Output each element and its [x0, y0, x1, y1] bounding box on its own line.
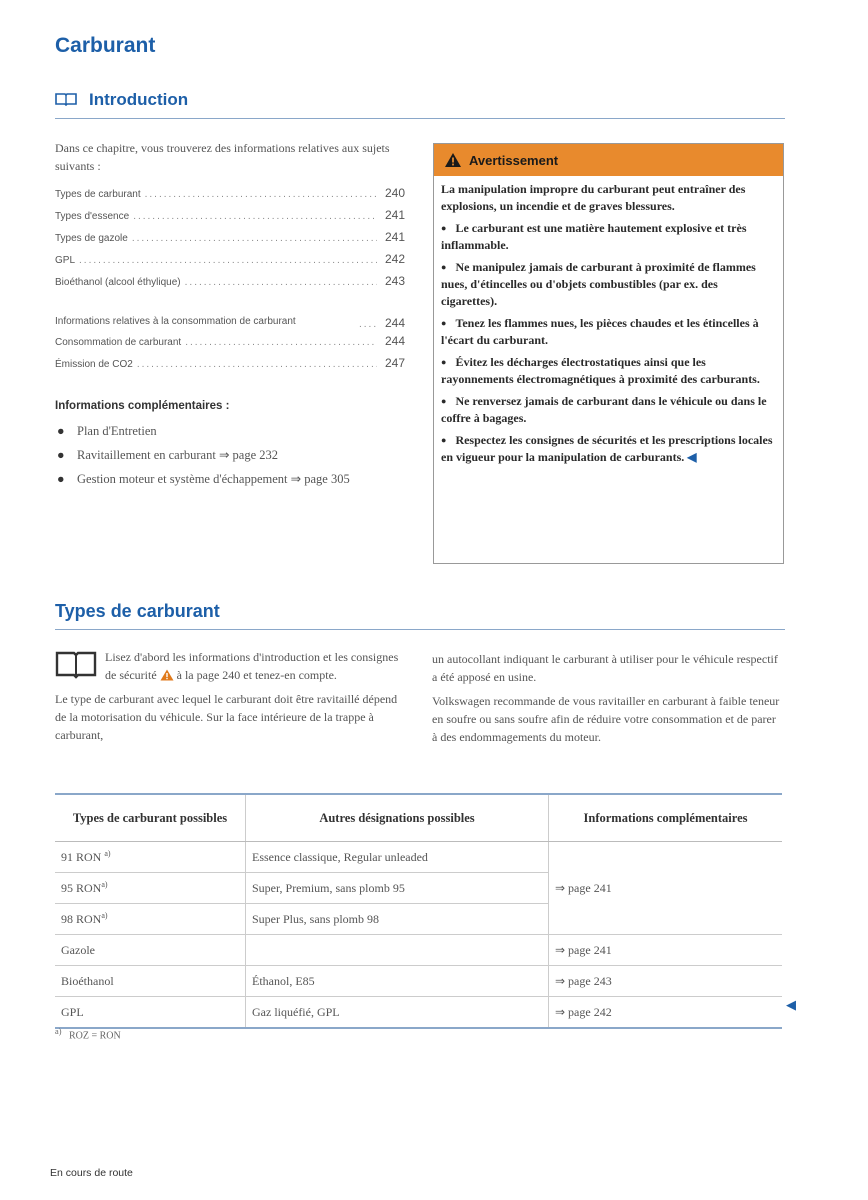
intro-reference-part: à la page 240 et tenez-en compte.: [176, 668, 337, 682]
bullet-icon: ●: [57, 424, 65, 438]
toc-entry[interactable]: [55, 230, 405, 252]
toc-entry[interactable]: [55, 252, 405, 274]
list-item-text: Ravitaillement en carburant ⇒ page 232: [77, 448, 279, 462]
table-row: [55, 966, 782, 997]
table-row: [55, 997, 782, 1029]
warning-header: [434, 144, 783, 176]
toc-page: 244: [384, 334, 405, 348]
footnote-text: ROZ = RON: [68, 1030, 121, 1042]
types-right-column: [432, 650, 784, 752]
table-cell[interactable]: ⇒ page 242: [549, 997, 783, 1029]
end-marker-icon: ◀: [786, 997, 796, 1012]
table-cell: [246, 935, 549, 966]
book-icon: [55, 92, 77, 106]
warning-title: Avertissement: [469, 152, 559, 168]
warning-item: ● Ne manipulez jamais de carburant à proximité de flammes nues, d'étincelles ou d'objets combustibles (par ex. des cigarettes).: [441, 259, 775, 310]
warning-box: [433, 143, 784, 564]
toc-entry[interactable]: [55, 334, 405, 356]
paragraph: Volkswagen recommande de vous ravitailler en carburant à faible teneur en soufre ou sans soufre afin de réduire votre consommation et de parer à des endommagements du moteur.: [432, 694, 780, 744]
complementary-info-list: [55, 422, 395, 494]
intro-reference-part: Lisez d'abord les informations d'introduction et les consignes de sécurité: [105, 650, 399, 682]
warning-item: ● Le carburant est une matière hautement explosive et très inflammable.: [441, 220, 775, 254]
paragraph: Le type de carburant avec lequel le carburant doit être ravitaillé dépend de la motorisation du véhicule. Sur la face intérieure de la trappe à carburant,: [55, 692, 398, 742]
toc-entry[interactable]: [55, 356, 405, 378]
column-header: Informations complémentaires: [549, 794, 783, 842]
table-cell[interactable]: ⇒ page 241: [549, 935, 783, 966]
fuel-type: 95 RON: [61, 881, 102, 895]
table-cell: [55, 842, 246, 873]
warning-lead: La manipulation impropre du carburant peut entraîner des explosions, un incendie et de graves blessures.: [441, 182, 746, 213]
table-cell: Super, Premium, sans plomb 95: [246, 873, 549, 904]
table-cell[interactable]: ⇒ page 243: [549, 966, 783, 997]
page-footer: En cours de route: [50, 1167, 133, 1179]
toc-entry[interactable]: [55, 186, 405, 208]
column-header: Autres désignations possibles: [246, 794, 549, 842]
section-heading-introduction: [55, 90, 785, 119]
warning-item: [441, 432, 775, 466]
toc-label: GPL: [55, 255, 76, 266]
bullet-icon: ●: [57, 448, 65, 462]
list-item-text: Gestion moteur et système d'échappement ⇒ page 305: [77, 472, 350, 486]
toc-label: Types de carburant: [55, 189, 141, 200]
warning-item: ● Ne renversez jamais de carburant dans le véhicule ou dans le coffre à bagages.: [441, 393, 775, 427]
table-cell[interactable]: ⇒ page 241: [549, 842, 783, 935]
list-item[interactable]: [55, 470, 395, 488]
table-cell: Super Plus, sans plomb 98: [246, 904, 549, 935]
table-header-row: [55, 794, 782, 842]
types-left-column: [55, 648, 405, 750]
list-item[interactable]: [55, 446, 395, 464]
table-cell: Essence classique, Regular unleaded: [246, 842, 549, 873]
intro-lead-text: Dans ce chapitre, vous trouverez des informations relatives aux sujets suivants :: [55, 141, 390, 173]
toc-entry[interactable]: [55, 208, 405, 230]
toc-label: Types de gazole: [55, 233, 128, 244]
toc-page: 247: [384, 356, 405, 370]
table-row: [55, 842, 782, 873]
table-footnote: [55, 1027, 121, 1041]
table-cell: Éthanol, E85: [246, 966, 549, 997]
table-of-contents: [55, 186, 405, 378]
complementary-info-title: Informations complémentaires :: [55, 400, 230, 412]
toc-label: Émission de CO2: [55, 359, 133, 370]
intro-reference-text: [55, 648, 405, 684]
end-marker-icon: ◀: [687, 450, 697, 464]
list-item-text: Plan d'Entretien: [77, 424, 157, 438]
fuel-type: 98 RON: [61, 912, 102, 926]
warning-item-text: Respectez les consignes de sécurités et les prescriptions locales en vigueur pour la manipulation de carburants.: [441, 433, 773, 464]
toc-label: Bioéthanol (alcool éthylique): [55, 277, 181, 288]
column-header: Types de carburant possibles: [55, 794, 246, 842]
table-cell: [55, 873, 246, 904]
introduction-title: Introduction: [89, 90, 189, 109]
warning-body: [434, 176, 783, 466]
page-title: Carburant: [55, 34, 156, 57]
fuel-type: 91 RON: [61, 850, 102, 864]
toc-page: 240: [384, 186, 405, 200]
toc-entry[interactable]: [55, 296, 405, 334]
bullet-icon: ●: [57, 472, 65, 486]
table-cell: [55, 904, 246, 935]
toc-page: 241: [384, 208, 405, 222]
footnote-ref: a): [101, 880, 108, 889]
fuel-types-table: [55, 793, 782, 1029]
table-cell: Bioéthanol: [55, 966, 246, 997]
toc-entry[interactable]: [55, 274, 405, 296]
toc-label: Consommation de carburant: [55, 337, 182, 348]
section-heading-types: Types de carburant: [55, 601, 785, 630]
toc-page: 241: [384, 230, 405, 244]
footnote-ref: a): [101, 911, 108, 920]
table-cell: Gazole: [55, 935, 246, 966]
toc-page: 242: [384, 252, 405, 266]
footnote-mark: a): [55, 1027, 62, 1036]
warning-triangle-icon: [160, 669, 174, 681]
toc-page: 244: [384, 316, 405, 330]
warning-item: ● Évitez les décharges électrostatiques ainsi que les rayonnements électromagnétiques à proximité des carburants.: [441, 354, 775, 388]
toc-label: Informations relatives à la consommation de carburant: [55, 316, 296, 327]
paragraph: un autocollant indiquant le carburant à utiliser pour le véhicule respectif a été apposé en usine.: [432, 652, 778, 684]
warning-item: ● Tenez les flammes nues, les pièces chaudes et les étincelles à l'écart du carburant.: [441, 315, 775, 349]
toc-page: 243: [384, 274, 405, 288]
list-item[interactable]: [55, 422, 395, 440]
table-cell: GPL: [55, 997, 246, 1029]
warning-triangle-icon: [444, 152, 462, 168]
toc-label: Types d'essence: [55, 211, 130, 222]
table-cell: Gaz liquéfié, GPL: [246, 997, 549, 1029]
table-row: [55, 935, 782, 966]
footnote-ref: a): [104, 849, 111, 858]
